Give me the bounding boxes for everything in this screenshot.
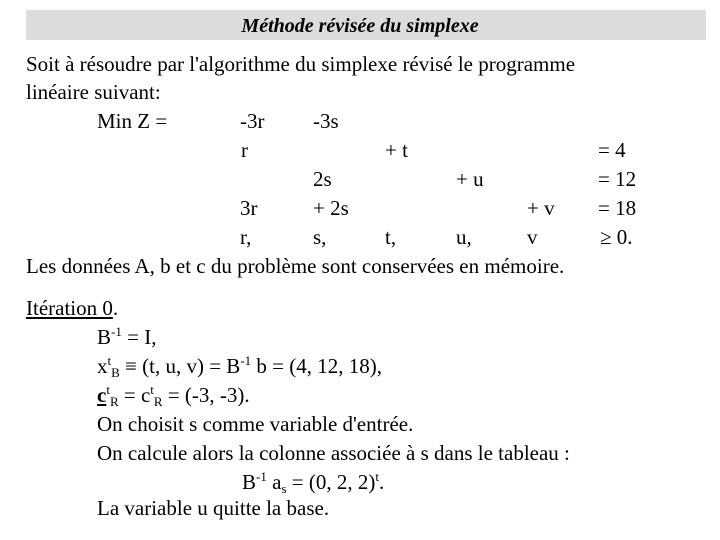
cr-sub: R <box>109 394 119 409</box>
xb-value: b = (4, 12, 18), <box>251 354 382 378</box>
sign-rhs: ≥ 0. <box>600 225 633 249</box>
constraint-3-v: + v <box>527 196 555 220</box>
page-title: Méthode révisée du simplexe <box>241 15 479 37</box>
objective-term-s: -3s <box>313 109 339 133</box>
sign-v: v <box>527 225 538 249</box>
iteration-heading-text: Itération 0 <box>26 296 113 320</box>
constraint-1-r: r <box>241 138 248 162</box>
column-a-sub: s <box>281 481 287 496</box>
cr-line <box>97 383 250 407</box>
x-symbol: x <box>97 354 108 378</box>
constraint-3-s: + 2s <box>313 196 349 220</box>
sign-t: t, <box>385 225 397 249</box>
constraint-2-u: + u <box>456 167 484 191</box>
c-bar-symbol: c <box>97 383 107 407</box>
cr-eq: = c <box>118 383 151 407</box>
leave-line: La variable u quitte la base. <box>97 496 330 520</box>
column-dot: . <box>378 470 385 494</box>
cr-transpose-sup-2: t <box>150 382 154 397</box>
constraint-1-rhs: = 4 <box>598 138 626 162</box>
objective-term-r: -3r <box>240 109 265 133</box>
column-inverse-exponent: -1 <box>256 469 267 484</box>
constraint-2-s: 2s <box>313 167 332 191</box>
xb-inverse-exponent: -1 <box>240 353 252 368</box>
sign-s: s, <box>313 225 327 249</box>
b-inverse-line <box>97 325 156 349</box>
column-b-symbol: B <box>242 470 257 494</box>
constraint-3-r: 3r <box>240 196 258 220</box>
cr-value: = (-3, -3). <box>162 383 250 407</box>
iteration-heading <box>26 296 118 320</box>
xb-equation: ≡ (t, u, v) = B <box>119 354 241 378</box>
column-line <box>242 470 384 494</box>
intro-line-1: Soit à résoudre par l'algorithme du simplexe révisé le programme <box>26 52 576 76</box>
intro-line-2: linéaire suivant: <box>26 80 161 104</box>
xb-line <box>97 354 382 378</box>
choose-line: On choisit s comme variable d'entrée. <box>97 412 414 436</box>
cr-transpose-sup: t <box>106 382 110 397</box>
memory-note: Les données A, b et c du problème sont conservées en mémoire. <box>26 254 565 278</box>
sign-u: u, <box>456 225 472 249</box>
objective-label: Min Z = <box>97 109 168 133</box>
compute-line: On calcule alors la colonne associée à s dans le tableau : <box>97 441 570 465</box>
constraint-3-rhs: = 18 <box>598 196 637 220</box>
column-transpose-sup: t <box>375 469 379 484</box>
column-value: = (0, 2, 2) <box>286 470 376 494</box>
sign-r: r, <box>240 225 252 249</box>
constraint-1-t: + t <box>385 138 408 162</box>
transpose-sup: t <box>107 353 112 368</box>
b-symbol: B <box>97 325 112 349</box>
column-a-symbol: a <box>266 470 282 494</box>
constraint-2-rhs: = 12 <box>598 167 637 191</box>
basis-sub: B <box>111 365 120 380</box>
b-inverse-rest: = I, <box>121 325 157 349</box>
b-inverse-exponent: -1 <box>111 324 122 339</box>
iteration-heading-dot: . <box>112 296 119 320</box>
cr-sub-2: R <box>153 394 163 409</box>
